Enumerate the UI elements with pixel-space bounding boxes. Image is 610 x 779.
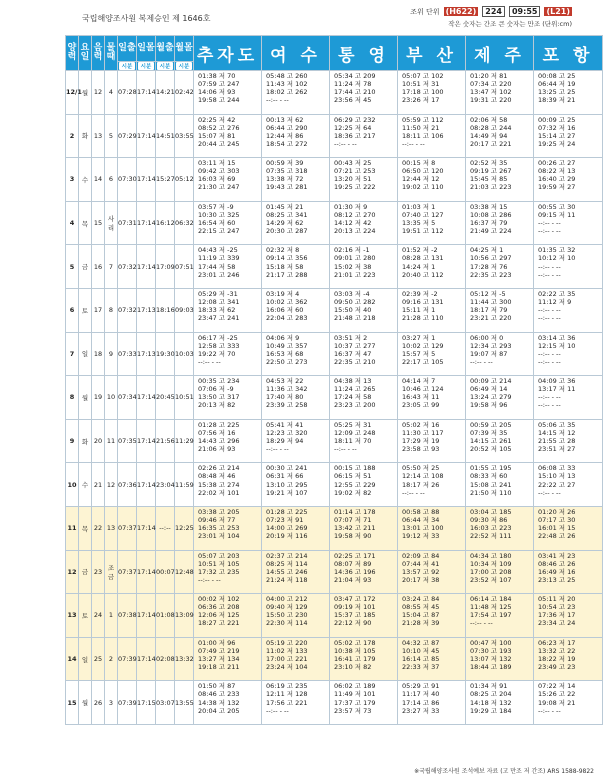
hl-code1: (H622) — [445, 7, 477, 16]
moonrise-cell: 14:21 — [156, 71, 175, 115]
sunset-cell: 17:14 — [137, 594, 156, 638]
table-row — [66, 463, 603, 507]
lunar-cell: 16 — [92, 245, 105, 289]
moonrise-cell: 19:30 — [156, 332, 175, 376]
sunrise-cell: 07:28 — [118, 71, 137, 115]
col-port: 추자도 — [194, 36, 262, 71]
date-cell: 4 — [66, 201, 79, 245]
date-cell: 7 — [66, 332, 79, 376]
tide-cell: 05:07 고 102 10:51 저 31 17:18 고 100 23:26 저 17 — [398, 71, 466, 115]
table-row — [66, 594, 603, 638]
sunrise-cell: 07:38 — [118, 594, 137, 638]
tide-cell: 03:27 저 1 10:02 고 129 15:57 저 5 22:17 고 105 — [398, 332, 466, 376]
sunset-cell: 17:14 — [137, 637, 156, 681]
dow-cell: 금 — [79, 245, 92, 289]
tide-cell: 02:52 저 35 09:19 고 267 15:45 저 85 21:03 고 223 — [466, 158, 534, 202]
tidetype-cell: 12 — [105, 463, 118, 507]
sub-time: 시분 — [118, 62, 137, 71]
lunar-cell: 20 — [92, 419, 105, 463]
tide-cell: 06:00 저 0 12:34 고 293 19:07 저 87 --:-- - -- — [466, 332, 534, 376]
table-row — [66, 332, 603, 376]
lunar-cell: 18 — [92, 332, 105, 376]
tide-cell: 05:41 저 41 12:23 고 320 18:29 저 94 --:-- - -- — [262, 419, 330, 463]
sub-time: 시분 — [175, 62, 194, 71]
tide-cell: 01:14 고 178 07:07 저 71 13:42 고 211 19:58 저 90 — [330, 506, 398, 550]
dow-cell: 화 — [79, 419, 92, 463]
tide-cell: 01:50 저 87 08:46 고 233 14:38 저 132 20:04 고 205 — [194, 681, 262, 725]
moonset-cell: 05:12 — [175, 158, 194, 202]
tide-cell: 05:06 고 35 14:15 저 12 21:55 고 28 23:51 저 27 — [534, 419, 603, 463]
sunset-cell: 17:13 — [137, 288, 156, 332]
tide-cell: 06:14 고 184 11:48 저 125 17:54 고 197 --:-- - -- — [466, 594, 534, 638]
moonrise-cell: 18:16 — [156, 288, 175, 332]
tidetype-cell: 1 — [105, 594, 118, 638]
dow-cell: 월 — [79, 681, 92, 725]
sub-time: 시분 — [137, 62, 156, 71]
tide-cell: 04:06 저 9 10:49 고 357 16:53 저 68 22:50 고 273 — [262, 332, 330, 376]
col-moonrise: 월출 — [156, 36, 175, 62]
tide-cell: 05:07 고 203 10:51 저 105 17:32 고 235 --:-- - -- — [194, 550, 262, 594]
col-port: 부 산 — [398, 36, 466, 71]
tide-cell: 02:25 저 42 08:52 고 276 15:07 저 81 20:44 고 245 — [194, 114, 262, 158]
table-body — [66, 71, 603, 725]
lunar-cell: 25 — [92, 637, 105, 681]
sunset-cell: 17:14 — [137, 245, 156, 289]
table-row — [66, 506, 603, 550]
tide-cell: 06:19 고 235 12:11 저 128 17:56 고 221 --:-- - -- — [262, 681, 330, 725]
tide-cell: 01:03 저 1 07:40 고 127 13:35 저 5 19:51 고 112 — [398, 201, 466, 245]
tide-cell: 01:30 저 9 08:12 고 270 14:12 저 42 20:13 고 224 — [330, 201, 398, 245]
moonrise-cell: 02:08 — [156, 637, 175, 681]
moonrise-cell: 01:08 — [156, 594, 175, 638]
date-cell: 12 — [66, 550, 79, 594]
tidetype-cell: 3 — [105, 681, 118, 725]
date-cell: 3 — [66, 158, 79, 202]
moonrise-cell: 00:07 — [156, 550, 175, 594]
hl-val1: 224 — [482, 6, 505, 17]
dow-cell: 토 — [79, 594, 92, 638]
tide-cell: 04:53 저 22 11:36 고 342 17:40 저 80 23:39 고 258 — [262, 376, 330, 420]
tide-cell: 01:34 저 91 08:25 고 204 14:18 저 132 19:29 고 184 — [466, 681, 534, 725]
sunrise-cell: 07:37 — [118, 550, 137, 594]
moonrise-cell: 21:56 — [156, 419, 175, 463]
table-row — [66, 201, 603, 245]
lunar-cell: 23 — [92, 550, 105, 594]
legend-text: 작은 숫자는 간조 큰 숫자는 만조 (단위:cm) — [448, 20, 572, 28]
tide-cell: 04:32 고 87 10:10 저 45 16:14 고 85 22:33 저 37 — [398, 637, 466, 681]
tide-cell: 03:38 저 15 10:08 고 286 16:37 저 79 21:49 고 224 — [466, 201, 534, 245]
tide-cell: 05:29 저 -31 12:08 고 341 18:33 저 62 23:47 고 241 — [194, 288, 262, 332]
tide-cell: 04:25 저 1 10:56 고 297 17:28 저 76 22:35 고 223 — [466, 245, 534, 289]
tide-cell: 04:43 저 -25 11:19 고 339 17:44 저 58 23:01 고 246 — [194, 245, 262, 289]
tide-cell: 01:00 저 96 07:49 고 219 13:27 저 134 19:18 고 211 — [194, 637, 262, 681]
tide-cell: 03:51 저 2 10:37 고 277 16:37 저 47 22:35 고 210 — [330, 332, 398, 376]
table-row — [66, 419, 603, 463]
moonset-cell: 11:59 — [175, 463, 194, 507]
table-row — [66, 71, 603, 115]
approval-text: 국립해양조사원 복제승인 제 1646호 — [82, 14, 211, 23]
moonrise-cell: 17:09 — [156, 245, 175, 289]
sunrise-cell: 07:30 — [118, 158, 137, 202]
moonset-cell: 03:55 — [175, 114, 194, 158]
sunset-cell: 17:14 — [137, 71, 156, 115]
tide-cell: 05:19 고 220 11:02 저 133 17:00 고 221 23:24 저 104 — [262, 637, 330, 681]
col-port: 여 수 — [262, 36, 330, 71]
tidetype-cell: 10 — [105, 376, 118, 420]
sunset-cell: 17:14 — [137, 463, 156, 507]
date-cell: 14 — [66, 637, 79, 681]
dow-cell: 토 — [79, 288, 92, 332]
tide-cell: 00:59 고 205 07:39 저 35 14:15 고 261 20:52 저 105 — [466, 419, 534, 463]
tide-cell: 05:48 고 260 11:43 저 102 18:02 고 262 --:-- - -- — [262, 71, 330, 115]
tide-cell: 00:58 고 88 06:44 저 34 13:01 고 100 19:12 저 33 — [398, 506, 466, 550]
sunset-cell: 17:14 — [137, 201, 156, 245]
tide-cell: 00:59 저 39 07:35 고 318 13:38 저 72 19:43 고 281 — [262, 158, 330, 202]
lunar-cell: 15 — [92, 201, 105, 245]
date-cell: 9 — [66, 419, 79, 463]
dow-cell: 월 — [79, 71, 92, 115]
tide-cell: 05:25 저 31 12:09 고 248 18:11 저 70 --:-- - -- — [330, 419, 398, 463]
sunrise-cell: 07:34 — [118, 376, 137, 420]
hl-code2: (L21) — [546, 7, 570, 16]
sunset-cell: 17:14 — [137, 550, 156, 594]
tide-cell: 05:02 저 16 11:30 고 117 17:29 저 19 23:58 고 93 — [398, 419, 466, 463]
dow-cell: 목 — [79, 201, 92, 245]
dow-cell: 월 — [79, 376, 92, 420]
tide-cell: 02:06 저 58 08:28 고 244 14:49 저 94 20:17 고 221 — [466, 114, 534, 158]
dow-cell: 수 — [79, 158, 92, 202]
col-moonset: 월몰 — [175, 36, 194, 62]
col-date: 양력 — [66, 36, 79, 71]
sunset-cell: 17:14 — [137, 506, 156, 550]
moonrise-cell: 15:27 — [156, 158, 175, 202]
lunar-cell: 13 — [92, 114, 105, 158]
tide-cell: 06:02 고 189 11:49 저 101 17:37 고 179 23:57 저 73 — [330, 681, 398, 725]
tide-cell: 00:47 저 100 07:30 고 193 13:07 저 132 18:44 고 189 — [466, 637, 534, 681]
tide-cell: 03:24 고 84 08:55 저 45 15:04 고 87 21:28 저 39 — [398, 594, 466, 638]
moonrise-cell: 23:04 — [156, 463, 175, 507]
moonrise-cell: 14:51 — [156, 114, 175, 158]
lunar-cell: 21 — [92, 463, 105, 507]
tidetype-cell: 13 — [105, 506, 118, 550]
tide-cell: 00:09 고 25 07:32 저 16 15:14 고 27 19:25 저 24 — [534, 114, 603, 158]
tidetype-cell: 사리 — [105, 201, 118, 245]
moonset-cell: 13:09 — [175, 594, 194, 638]
tide-cell: 06:17 저 -25 12:58 고 333 19:22 저 70 --:-- - -- — [194, 332, 262, 376]
tide-cell: 03:57 저 -9 10:30 고 325 16:54 저 60 22:15 고 247 — [194, 201, 262, 245]
tide-cell: 02:16 저 -1 09:01 고 280 15:02 저 38 21:01 고 223 — [330, 245, 398, 289]
sunrise-cell: 07:33 — [118, 332, 137, 376]
tide-cell: 05:11 저 20 10:54 고 23 17:36 저 17 23:34 고 24 — [534, 594, 603, 638]
tide-cell: 03:47 고 172 09:19 저 101 15:37 고 185 22:12 저 90 — [330, 594, 398, 638]
tide-cell: 02:32 저 8 09:14 고 356 15:18 저 58 21:17 고 288 — [262, 245, 330, 289]
tide-cell: 03:41 저 23 08:46 고 26 16:49 저 16 23:13 고 25 — [534, 550, 603, 594]
tidetype-cell: 5 — [105, 114, 118, 158]
moonset-cell: 10:03 — [175, 332, 194, 376]
dow-cell: 금 — [79, 550, 92, 594]
tide-cell: 01:55 고 195 08:33 저 60 15:08 고 241 21:50 저 110 — [466, 463, 534, 507]
tide-cell: 02:25 고 171 08:07 저 89 14:36 고 196 21:04 저 93 — [330, 550, 398, 594]
tide-cell: 06:29 고 232 12:25 저 64 18:36 고 217 --:-- - -- — [330, 114, 398, 158]
dow-cell: 수 — [79, 463, 92, 507]
date-cell: 10 — [66, 463, 79, 507]
tide-cell: 01:20 저 26 07:17 고 30 16:01 저 15 22:48 고 26 — [534, 506, 603, 550]
tide-cell: 00:55 고 30 09:15 저 11 --:-- - -- --:-- - -- — [534, 201, 603, 245]
sunset-cell: 17:14 — [137, 114, 156, 158]
table-row — [66, 114, 603, 158]
sunrise-cell: 07:35 — [118, 419, 137, 463]
tide-cell: 00:02 저 102 06:36 고 208 12:06 저 125 18:27 고 221 — [194, 594, 262, 638]
tide-cell: 05:02 고 178 10:38 저 105 16:41 고 179 23:10 저 82 — [330, 637, 398, 681]
moonset-cell: 12:25 — [175, 506, 194, 550]
date-cell: 13 — [66, 594, 79, 638]
tide-cell: 07:22 저 14 15:26 고 22 19:08 저 21 --:-- - -- — [534, 681, 603, 725]
date-cell: 6 — [66, 288, 79, 332]
date-cell: 11 — [66, 506, 79, 550]
date-cell: 2 — [66, 114, 79, 158]
dow-cell: 일 — [79, 332, 92, 376]
moonset-cell: 13:32 — [175, 637, 194, 681]
lunar-cell: 19 — [92, 376, 105, 420]
tide-cell: 04:34 고 180 10:34 저 109 17:00 고 208 23:52 저 107 — [466, 550, 534, 594]
tidetype-cell: 4 — [105, 71, 118, 115]
tide-cell: 04:14 저 7 10:46 고 124 16:43 저 11 23:05 고 99 — [398, 376, 466, 420]
tide-cell: 04:09 고 36 13:17 저 11 --:-- - -- --:-- - -- — [534, 376, 603, 420]
lunar-cell: 17 — [92, 288, 105, 332]
table-row — [66, 245, 603, 289]
col-sunset: 일몰 — [137, 36, 156, 62]
tidetype-cell: 6 — [105, 158, 118, 202]
tide-cell: 01:35 고 32 10:12 저 10 --:-- - -- --:-- - -- — [534, 245, 603, 289]
tide-cell: 02:37 고 214 08:25 저 114 14:55 고 246 21:24 저 118 — [262, 550, 330, 594]
moonset-cell: 13:55 — [175, 681, 194, 725]
tide-cell: 00:15 고 188 06:15 저 51 12:55 고 229 19:02 저 82 — [330, 463, 398, 507]
sunrise-cell: 07:39 — [118, 637, 137, 681]
tide-cell: 00:13 저 62 06:44 고 290 12:44 저 86 18:54 고 272 — [262, 114, 330, 158]
tide-cell: 01:38 저 70 07:59 고 247 14:06 저 93 19:58 고 244 — [194, 71, 262, 115]
sunrise-cell: 07:37 — [118, 506, 137, 550]
tide-cell: 00:35 고 234 07:06 저 -9 13:50 고 317 20:13 저 82 — [194, 376, 262, 420]
date-cell: 15 — [66, 681, 79, 725]
table-row — [66, 550, 603, 594]
col-tidetype: 물때 — [105, 36, 118, 71]
sunset-cell: 17:14 — [137, 158, 156, 202]
header-legend — [410, 6, 572, 28]
tidetype-cell: 8 — [105, 288, 118, 332]
moonset-cell: 02:42 — [175, 71, 194, 115]
tide-cell: 03:11 저 15 09:42 고 303 16:03 저 69 21:30 고 247 — [194, 158, 262, 202]
tide-cell: 03:19 저 4 10:02 고 362 16:06 저 60 22:04 고 283 — [262, 288, 330, 332]
moonset-cell: 12:48 — [175, 550, 194, 594]
sunrise-cell: 07:39 — [118, 681, 137, 725]
footer-note: ※국립해양조사원 조석예보 자료 (고 만조 저 간조) ARS 1588-9822 — [414, 768, 594, 775]
tide-cell: 01:28 고 225 07:23 저 91 14:00 고 269 20:19 저 116 — [262, 506, 330, 550]
tide-cell: 02:39 저 -2 09:16 고 131 15:11 저 1 21:28 고 110 — [398, 288, 466, 332]
tidetype-cell: 9 — [105, 332, 118, 376]
col-port: 포 항 — [534, 36, 603, 71]
tide-cell: 01:52 저 -2 08:28 고 131 14:24 저 1 20:40 고 112 — [398, 245, 466, 289]
date-cell: 8 — [66, 376, 79, 420]
tide-cell: 00:15 저 8 06:50 고 120 12:44 저 12 19:02 고 110 — [398, 158, 466, 202]
lunar-cell: 14 — [92, 158, 105, 202]
time-val: 09:55 — [509, 6, 540, 17]
tide-cell: 05:59 고 112 11:50 저 21 18:11 고 106 --:-- - -- — [398, 114, 466, 158]
lunar-cell: 26 — [92, 681, 105, 725]
table-row — [66, 158, 603, 202]
sunset-cell: 17:14 — [137, 376, 156, 420]
date-cell: 5 — [66, 245, 79, 289]
tide-cell: 06:23 저 17 13:32 고 22 18:22 저 19 23:49 고 23 — [534, 637, 603, 681]
tide-cell: 00:30 고 241 06:31 저 66 13:10 고 295 19:21 저 107 — [262, 463, 330, 507]
col-lunar: 음력 — [92, 36, 105, 71]
tide-cell: 03:14 고 36 12:15 저 10 --:-- - -- --:-- - -- — [534, 332, 603, 376]
tidetype-cell: 7 — [105, 245, 118, 289]
sunrise-cell: 07:36 — [118, 463, 137, 507]
tide-cell: 06:08 고 33 15:10 저 13 22:22 고 27 --:-- - -- — [534, 463, 603, 507]
col-sunrise: 일출 — [118, 36, 137, 62]
sunset-cell: 17:14 — [137, 419, 156, 463]
lunar-cell: 24 — [92, 594, 105, 638]
sunrise-cell: 07:29 — [118, 114, 137, 158]
table-row — [66, 288, 603, 332]
lunar-cell: 22 — [92, 506, 105, 550]
col-port: 제 주 — [466, 36, 534, 71]
tidetype-cell: 2 — [105, 637, 118, 681]
tide-cell: 04:00 고 212 09:40 저 129 15:50 고 230 22:30 저 114 — [262, 594, 330, 638]
moonset-cell: 09:03 — [175, 288, 194, 332]
moonset-cell: 07:51 — [175, 245, 194, 289]
tide-cell: 05:50 저 25 12:14 고 108 18:17 저 26 --:-- - -- — [398, 463, 466, 507]
tide-cell: 03:03 저 -4 09:50 고 282 15:50 저 40 21:48 고 218 — [330, 288, 398, 332]
tide-cell: 05:12 저 -5 11:44 고 300 18:17 저 79 23:21 고 220 — [466, 288, 534, 332]
tide-cell: 03:38 고 205 09:46 저 77 16:35 고 253 23:01 저 104 — [194, 506, 262, 550]
moonrise-cell: 16:12 — [156, 201, 175, 245]
tide-cell: 01:20 저 81 07:34 고 220 13:47 저 102 19:31 고 220 — [466, 71, 534, 115]
tide-cell: 05:29 고 91 11:17 저 40 17:14 고 86 23:27 저 33 — [398, 681, 466, 725]
table-row — [66, 637, 603, 681]
sunset-cell: 17:15 — [137, 681, 156, 725]
sunrise-cell: 07:31 — [118, 201, 137, 245]
tide-cell: 00:43 저 25 07:21 고 253 13:20 저 51 19:25 고 222 — [330, 158, 398, 202]
tide-cell: 02:09 고 84 07:44 저 41 13:57 고 92 20:17 저 38 — [398, 550, 466, 594]
tide-cell: 05:34 고 209 11:24 저 78 17:44 고 210 23:56 저 45 — [330, 71, 398, 115]
tide-cell: 01:28 고 225 07:56 저 16 14:43 고 296 21:06 저 93 — [194, 419, 262, 463]
moonrise-cell: --:-- — [156, 506, 175, 550]
tide-cell: 00:26 고 27 08:22 저 13 16:40 고 29 19:59 저 27 — [534, 158, 603, 202]
table-row — [66, 376, 603, 420]
tide-cell: 02:26 고 214 08:48 저 46 15:38 고 274 22:02 저 101 — [194, 463, 262, 507]
sunrise-cell: 07:32 — [118, 288, 137, 332]
tidetype-cell: 조금 — [105, 550, 118, 594]
tide-cell: 01:45 저 21 08:25 고 341 14:29 저 62 20:30 고 287 — [262, 201, 330, 245]
dow-cell: 화 — [79, 114, 92, 158]
tidetype-cell: 11 — [105, 419, 118, 463]
lunar-cell: 12 — [92, 71, 105, 115]
tide-cell: 04:38 저 13 11:24 고 265 17:24 저 58 23:23 고 200 — [330, 376, 398, 420]
tide-cell: 00:08 고 25 06:44 저 19 13:25 고 25 18:39 저 21 — [534, 71, 603, 115]
tide-cell: 03:04 고 185 09:30 저 86 16:03 고 223 22:52 저 111 — [466, 506, 534, 550]
tide-label: 조위 단위 — [410, 7, 440, 16]
tide-table — [65, 35, 603, 725]
page-header — [0, 0, 610, 34]
dow-cell: 일 — [79, 637, 92, 681]
col-dow: 요일 — [79, 36, 92, 71]
moonset-cell: 11:29 — [175, 419, 194, 463]
sunrise-cell: 07:32 — [118, 245, 137, 289]
sunset-cell: 17:13 — [137, 332, 156, 376]
moonrise-cell: 20:45 — [156, 376, 175, 420]
sub-time: 시분 — [156, 62, 175, 71]
moonset-cell: 10:51 — [175, 376, 194, 420]
tide-cell: 00:09 고 214 06:49 저 14 13:24 고 279 19:58 저 96 — [466, 376, 534, 420]
tide-cell: 02:22 고 35 11:12 저 9 --:-- - -- --:-- - -- — [534, 288, 603, 332]
date-cell: 12/1 — [66, 71, 79, 115]
col-port: 통 영 — [330, 36, 398, 71]
dow-cell: 목 — [79, 506, 92, 550]
table-row — [66, 681, 603, 725]
moonset-cell: 06:32 — [175, 201, 194, 245]
moonrise-cell: 03:07 — [156, 681, 175, 725]
